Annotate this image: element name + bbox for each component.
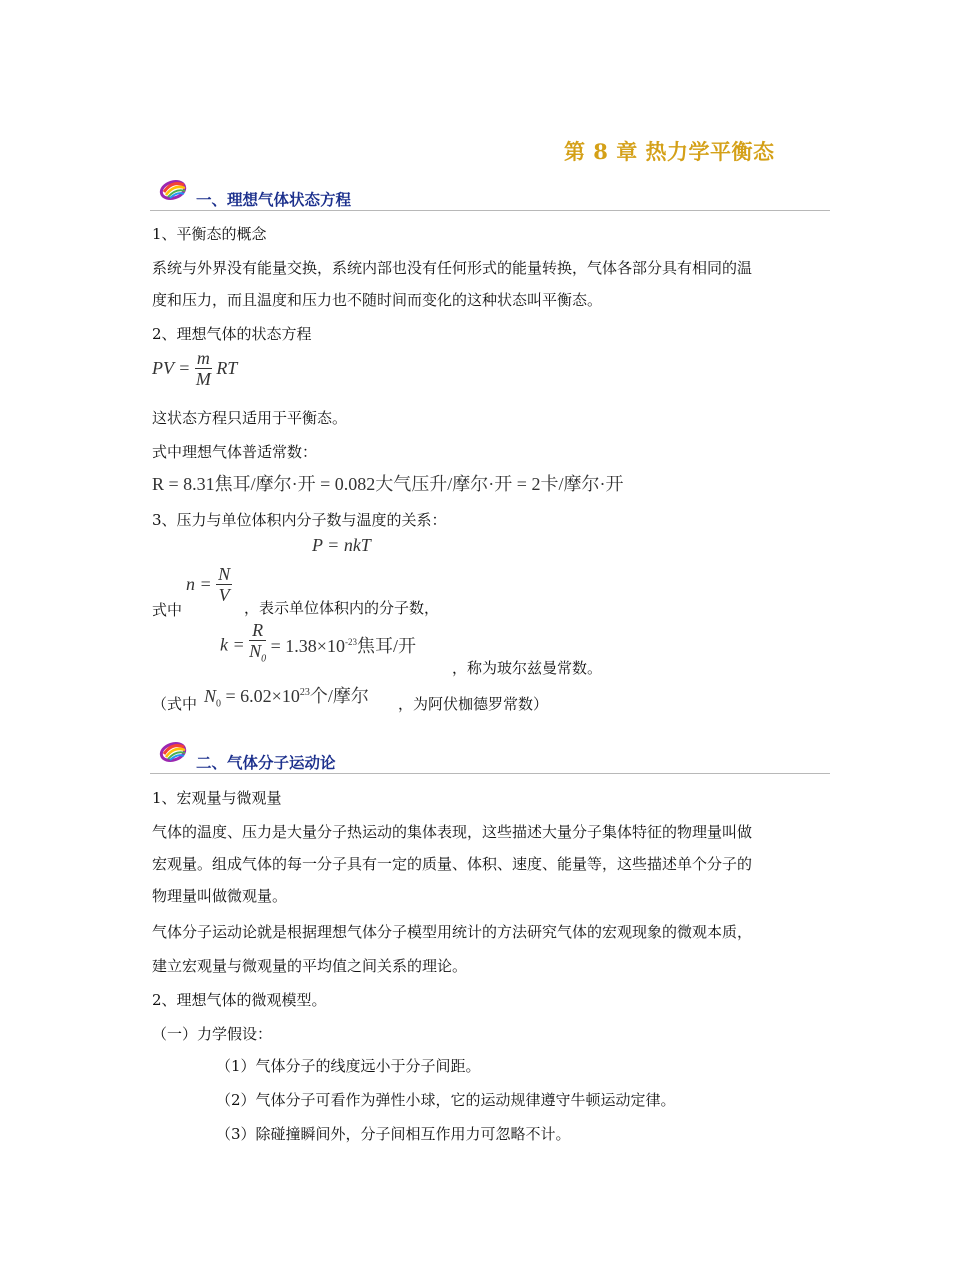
section2-heading: 二、气体分子运动论 — [196, 753, 336, 772]
n-desc: ，表示单位体积内的分子数， — [244, 599, 440, 617]
k-den-sub: 0 — [261, 653, 267, 665]
n-equation — [186, 564, 232, 605]
na-eq: = 6.02×10 — [221, 686, 300, 706]
k-den-main: N — [249, 641, 262, 661]
s2-item-2: （2）气体分子可看作为弹性小球，它的运动规律遵守牛顿运动定律。 — [216, 1091, 676, 1109]
eq1-left: PV = — [152, 358, 191, 378]
s2-p1-line2: 宏观量。组成气体的每一分子具有一定的质量、体积、速度、能量等，这些描述单个分子的 — [152, 855, 753, 873]
na-main: N — [204, 686, 217, 706]
eq1-num: m — [196, 348, 210, 368]
avogadro-equation — [204, 682, 369, 710]
s1-p1-line1: 系统与外界没有能量交换，系统内部也没有任何形式的能量转换，气体各部分具有相同的温 — [152, 259, 753, 277]
s2-item-3: （3）除碰撞瞬间外，分子间相互作用力可忽略不计。 — [216, 1125, 571, 1143]
eq1-den: M — [195, 369, 211, 389]
section1-divider — [150, 210, 830, 211]
k-num: R — [249, 620, 266, 641]
k-desc: ，称为玻尔兹曼常数。 — [452, 659, 603, 677]
s1-p2-note: 这状态方程只适用于平衡态。 — [152, 409, 348, 427]
s1-p1-label: 1、平衡态的概念 — [152, 225, 267, 243]
s2-item-1: （1）气体分子的线度远小于分子间距。 — [216, 1057, 481, 1075]
eq1-right: RT — [216, 358, 238, 378]
k-exp: -23 — [344, 636, 357, 647]
gas-constant-equation: R = 8.31焦耳/摩尔·开 = 0.082大气压升/摩尔·开 = 2卡/摩尔·开 — [152, 474, 624, 494]
s2-p2-line2: 建立宏观量与微观量的平均值之间关系的理论。 — [152, 957, 468, 975]
k-fraction — [249, 620, 266, 670]
n-num: N — [218, 564, 231, 584]
pnkt-equation: P = nkT — [312, 535, 371, 555]
k-left: k = — [220, 634, 245, 655]
s2-p1-line1: 气体的温度、压力是大量分子热运动的集体表现，这些描述大量分子集体特征的物理量叫做 — [152, 823, 753, 841]
ideal-gas-equation — [152, 348, 237, 389]
n-prefix: 式中 — [152, 601, 183, 619]
s1-p1-line2: 度和压力，而且温度和压力也不随时间而变化的这种状态叫平衡态。 — [152, 291, 603, 309]
s2-p2-line1: 气体分子运动论就是根据理想气体分子模型用统计的方法研究气体的宏观现象的微观本质， — [152, 923, 753, 941]
section1-heading: 一、理想气体状态方程 — [196, 190, 352, 209]
section-icon — [158, 740, 190, 764]
s1-p2-label: 2、理想气体的状态方程 — [152, 325, 312, 343]
na-exp: 23 — [299, 687, 310, 698]
s1-p3-label: 3、压力与单位体积内分子数与温度的关系： — [152, 511, 447, 529]
k-right — [271, 636, 416, 656]
s1-const-label: 式中理想气体普适常数： — [152, 443, 318, 461]
eq1-fraction — [195, 348, 212, 389]
na-unit: 个/摩尔 — [309, 686, 369, 706]
n-den: V — [218, 585, 230, 605]
na-sub: 0 — [216, 698, 222, 710]
na-desc: ，为阿伏枷德罗常数） — [398, 695, 549, 713]
k-value: = 1.38×10 — [270, 635, 345, 656]
s2-sub-label: （一）力学假设： — [152, 1025, 273, 1043]
na-prefix: （式中 — [152, 695, 198, 713]
section-icon — [158, 178, 190, 202]
k-den — [249, 641, 266, 670]
section2-divider — [150, 773, 830, 774]
k-equation — [220, 620, 416, 670]
n-fraction — [216, 564, 232, 605]
s2-p1-label: 1、宏观量与微观量 — [152, 789, 282, 807]
s2-p3-label: 2、理想气体的微观模型。 — [152, 991, 327, 1009]
s2-p1-line3: 物理量叫做微观量。 — [152, 887, 288, 905]
chapter-title: 第 8 章 热力学平衡态 — [564, 139, 775, 164]
k-unit: 焦耳/开 — [356, 635, 416, 656]
n-left: n = — [186, 574, 212, 594]
